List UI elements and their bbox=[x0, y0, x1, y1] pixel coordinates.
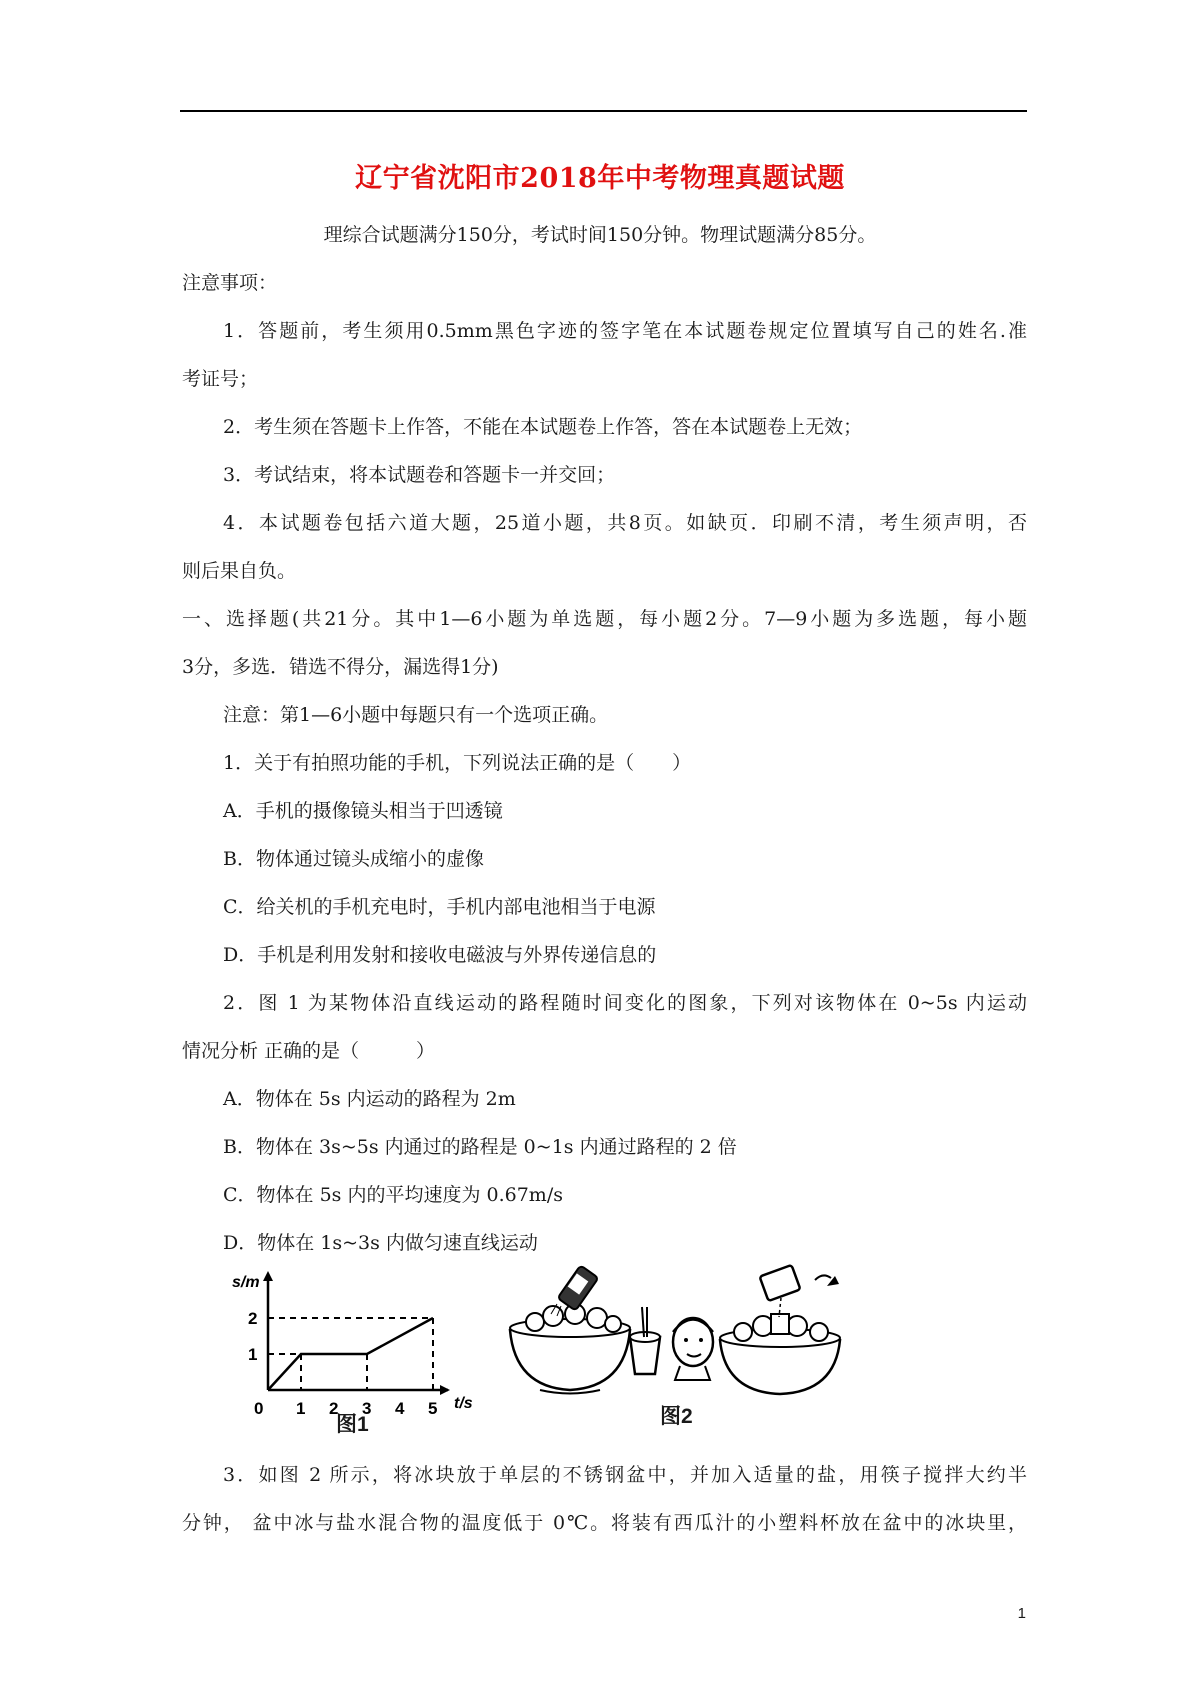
q1-option-d: D．手机是利用发射和接收电磁波与外界传递信息的 bbox=[223, 944, 657, 966]
q1-stem: 1．关于有拍照功能的手机，下列说法正确的是（ ） bbox=[223, 752, 692, 774]
notice-2: 2．考生须在答题卡上作答，不能在本试题卷上作答，答在本试题卷上无效； bbox=[223, 416, 863, 438]
q2-option-c: C．物体在 5s 内的平均速度为 0.67m/s bbox=[223, 1184, 563, 1206]
x-axis-arrow bbox=[440, 1385, 450, 1395]
x-axis-label: t/s bbox=[454, 1395, 473, 1412]
notice-4-line1: 4．本试题卷包括六道大题，25道小题，共8页。如缺页．印刷不清，考生须声明，否 bbox=[223, 512, 1027, 534]
y-tick-label: 1 bbox=[248, 1345, 258, 1364]
left-bowl bbox=[510, 1304, 630, 1394]
notice-1-line1: 1．答题前，考生须用0.5mm黑色字迹的签字笔在本试题卷规定位置填写自己的姓名.准 bbox=[223, 320, 1027, 342]
q2-line2: 情况分析 正确的是（ ） bbox=[182, 1040, 436, 1062]
q1-option-b: B．物体通过镜头成缩小的虚像 bbox=[223, 848, 484, 870]
exam-subtitle: 理综合试题满分150分，考试时间150分钟。物理试题满分85分。 bbox=[323, 224, 877, 246]
right-bowl bbox=[720, 1314, 840, 1394]
x-tick-label: 4 bbox=[395, 1399, 405, 1418]
pouring-cup-icon bbox=[760, 1265, 839, 1317]
q2-option-a: A．物体在 5s 内运动的路程为 2m bbox=[223, 1088, 516, 1110]
notice-heading: 注意事项： bbox=[182, 272, 278, 294]
q2-option-d: D．物体在 1s~3s 内做匀速直线运动 bbox=[223, 1232, 538, 1254]
x-tick-label: 1 bbox=[296, 1399, 306, 1418]
page-title: 辽宁省沈阳市2018年中考物理真题试题 bbox=[355, 163, 845, 194]
notice-4-line2: 则后果自负。 bbox=[182, 560, 297, 582]
q3-line1: 3．如图 2 所示，将冰块放于单层的不锈钢盆中，并加入适量的盐，用筷子搅拌大约半 bbox=[223, 1464, 1027, 1486]
fig1-caption: 图1 bbox=[336, 1413, 369, 1436]
x-tick-label: 0 bbox=[254, 1399, 264, 1418]
fig2-caption: 图2 bbox=[660, 1405, 693, 1428]
y-axis-label: s/m bbox=[232, 1274, 260, 1291]
boy-face-icon bbox=[673, 1318, 713, 1380]
fig2-illustration bbox=[505, 1262, 850, 1402]
section1-line2: 3分，多选．错选不得分，漏选得1分) bbox=[182, 656, 499, 678]
x-tick-label: 3 bbox=[362, 1399, 372, 1418]
figure-2 bbox=[505, 1262, 850, 1402]
q1-option-a: A．手机的摄像镜头相当于凹透镜 bbox=[223, 800, 503, 822]
header-rule bbox=[180, 110, 1027, 112]
x-tick-label: 2 bbox=[329, 1399, 339, 1418]
tick-labels bbox=[248, 1309, 437, 1418]
y-tick-label: 2 bbox=[248, 1309, 258, 1328]
page-number: 1 bbox=[1017, 1605, 1026, 1622]
section1-note: 注意：第1—6小题中每题只有一个选项正确。 bbox=[223, 704, 609, 726]
plastic-cup-icon bbox=[630, 1307, 660, 1374]
section1-line1: 一、选择题(共21分。其中1—6小题为单选题，每小题2分。7—9小题为多选题，每小题 bbox=[182, 608, 1027, 630]
q1-option-c: C．给关机的手机充电时，手机内部电池相当于电源 bbox=[223, 896, 656, 918]
q2-option-b: B．物体在 3s~5s 内通过的路程是 0~1s 内通过路程的 2 倍 bbox=[223, 1136, 737, 1158]
q2-line1: 2．图 1 为某物体沿直线运动的路程随时间变化的图象，下列对该物体在 0~5s 内运动 bbox=[223, 992, 1027, 1014]
x-tick-label: 5 bbox=[428, 1399, 438, 1418]
q3-line2: 分钟， 盆中冰与盐水混合物的温度低于 0℃。将装有西瓜汁的小塑料杯放在盆中的冰块里， bbox=[182, 1512, 1027, 1534]
notice-3: 3．考试结束，将本试题卷和答题卡一并交回； bbox=[223, 464, 616, 486]
y-axis-arrow bbox=[263, 1271, 273, 1281]
notice-1-line2: 考证号； bbox=[182, 368, 259, 390]
